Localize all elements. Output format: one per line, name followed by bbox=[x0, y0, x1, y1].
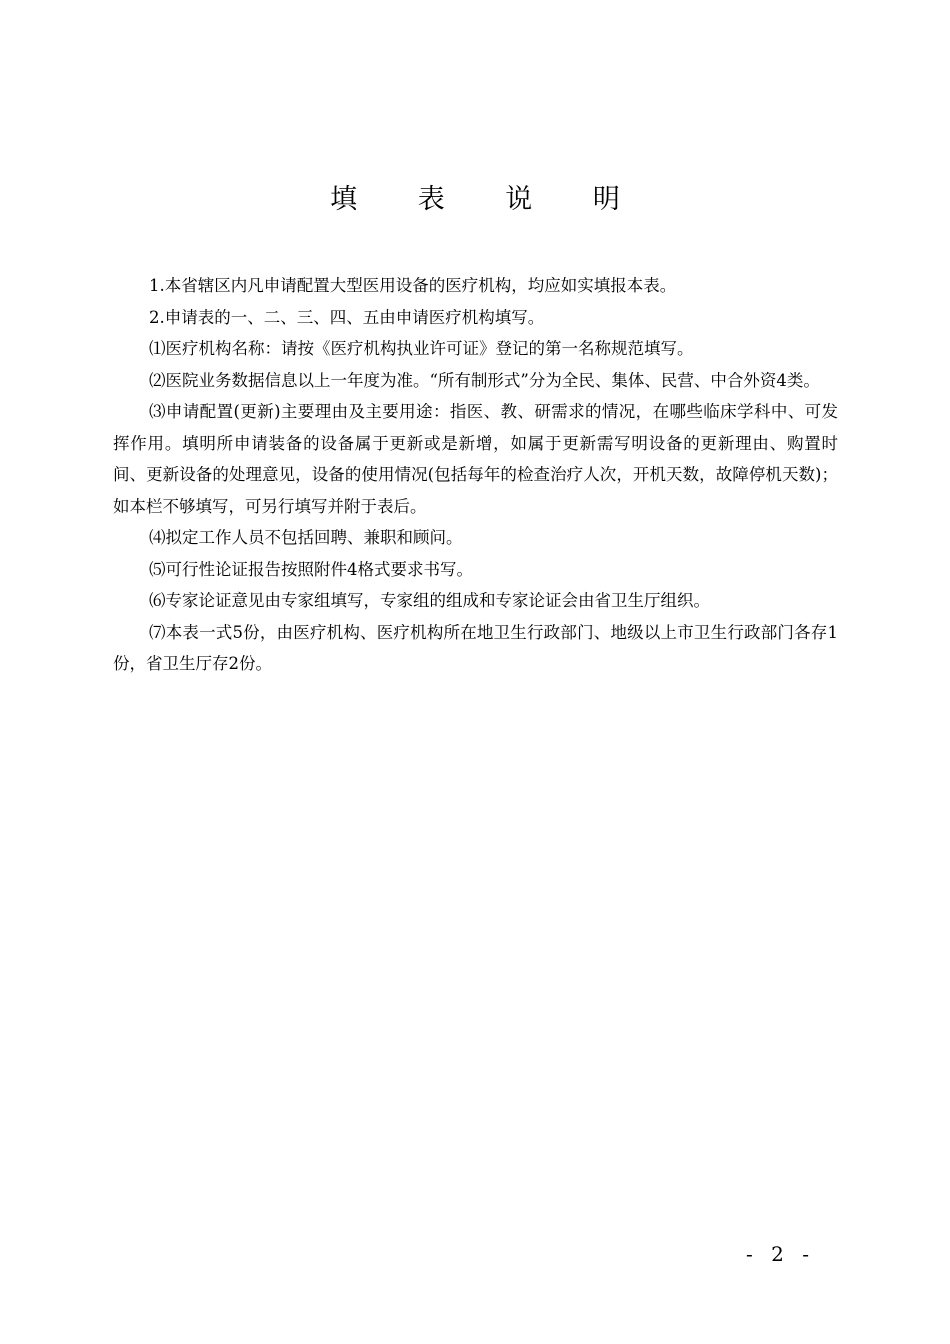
instruction-paragraph: ⑵医院业务数据信息以上一年度为准。“所有制形式”分为全民、集体、民营、中合外资4类。 bbox=[149, 370, 820, 390]
instruction-paragraph: ⑹专家论证意见由专家组填写，专家组的组成和专家论证会由省卫生厅组织。 bbox=[149, 591, 710, 610]
instruction-paragraph: ⑺本表一式5份，由医疗机构、医疗机构所在地卫生行政部门、地级以上市卫生行政部门各存1份，省卫生厅存2份。 bbox=[113, 622, 838, 673]
instruction-paragraph: ⑸可行性论证报告按照附件4格式要求书写。 bbox=[149, 559, 473, 579]
page-number: - 2 - bbox=[746, 1242, 815, 1266]
instruction-paragraph: ⑴医疗机构名称：请按《医疗机构执业许可证》登记的第一名称规范填写。 bbox=[149, 339, 694, 358]
title-char: 明 bbox=[592, 184, 620, 215]
title-char: 表 bbox=[417, 184, 445, 215]
title-char: 说 bbox=[505, 184, 533, 215]
title-char: 填 bbox=[330, 184, 358, 215]
instruction-paragraph: ⑶申请配置(更新)主要理由及主要用途：指医、教、研需求的情况，在哪些临床学科中、可发挥作用。填明所申请装备的设备属于更新或是新增，如属于更新需写明设备的更新理由、购置时间、更新设备的处理意见，设备的使用情况(包括每年的检查治疗人次，开机天数，故障停机天数)；如本栏不够填写，可另行填写并附于表后。 bbox=[113, 402, 838, 516]
instruction-paragraph: ⑷拟定工作人员不包括回聘、兼职和顾问。 bbox=[149, 528, 463, 547]
document-body bbox=[113, 270, 838, 680]
document-title bbox=[0, 180, 950, 220]
instruction-paragraph: 1.本省辖区内凡申请配置大型医用设备的医疗机构，均应如实填报本表。 bbox=[149, 276, 677, 295]
instruction-paragraph: 2.申请表的一、二、三、四、五由申请医疗机构填写。 bbox=[149, 307, 545, 327]
